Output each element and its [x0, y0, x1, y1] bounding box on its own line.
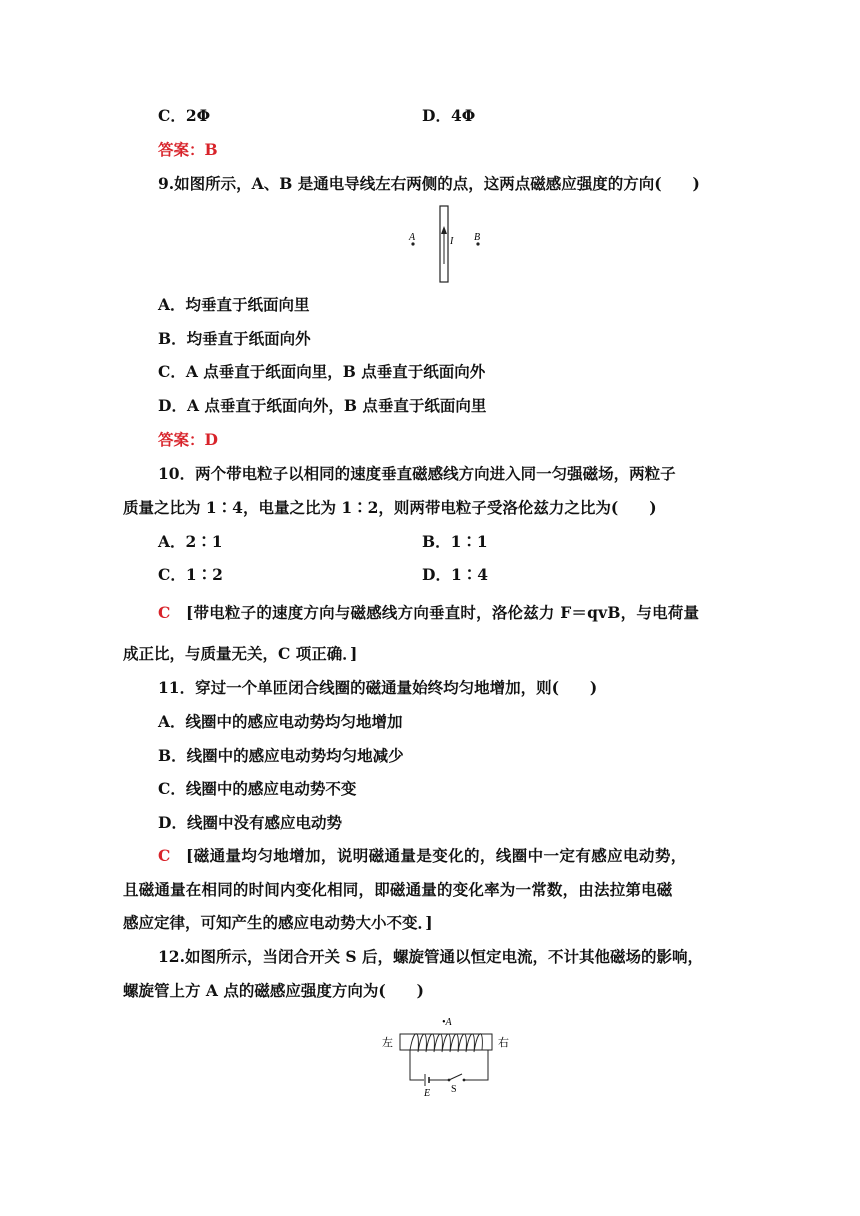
q11-option-c: C．线圈中的感应电动势不变: [158, 779, 357, 798]
q11-option-a: A．线圈中的感应电动势均匀地增加: [158, 712, 403, 731]
q10-option-c: C．1∶2: [158, 565, 223, 584]
q11-option-b: B．线圈中的感应电动势均匀地减少: [158, 746, 404, 765]
battery-label: E: [424, 1088, 431, 1098]
q9-stem: 9.如图所示，A、B 是通电导线左右两侧的点，这两点磁感应强度的方向( ): [158, 174, 700, 193]
q10-option-d: D．1∶4: [422, 565, 489, 584]
q11-stem: 11．穿过一个单匝闭合线圈的磁通量始终均匀地增加，则( ): [158, 678, 598, 697]
q10-option-a: A．2∶1: [158, 532, 223, 551]
solenoid-coils: [410, 1034, 482, 1052]
current-label: I: [450, 236, 454, 247]
q10-option-b: B．1∶1: [422, 532, 488, 551]
q9-option-a: A．均垂直于纸面向里: [158, 295, 310, 314]
q9-figure-wire: [400, 204, 500, 286]
right-label: 右: [498, 1037, 509, 1049]
q10-stem-line2: 质量之比为 1∶4，电量之比为 1∶2，则两带电粒子受洛伦兹力之比为( ): [123, 498, 657, 517]
q10-solution-line1: [带电粒子的速度方向与磁感线方向垂直时，洛伦兹力 F＝qvB，与电荷量: [186, 603, 700, 622]
q11-option-d: D．线圈中没有感应电动势: [158, 813, 342, 832]
q10-stem-line1: 10．两个带电粒子以相同的速度垂直磁感线方向进入同一匀强磁场，两粒子: [158, 464, 676, 483]
current-arrow-head: [441, 226, 447, 234]
q8-answer: 答案：B: [158, 140, 218, 159]
q9-option-b: B．均垂直于纸面向外: [158, 329, 311, 348]
q11-solution-line3: 感应定律，可知产生的感应电动势大小不变．]: [123, 913, 433, 932]
q10-solution-line2: 成正比，与质量无关，C 项正确．]: [123, 644, 358, 663]
q12-figure-solenoid: [376, 1012, 516, 1098]
switch-blade: [449, 1074, 462, 1080]
q9-answer: 答案：D: [158, 430, 218, 449]
q11-solution-letter: C: [158, 846, 171, 865]
point-b-label: B: [474, 232, 481, 243]
q12-stem-line1: 12.如图所示，当闭合开关 S 后，螺旋管通以恒定电流，不计其他磁场的影响，: [158, 947, 703, 966]
point-a-label: •A: [442, 1017, 452, 1028]
q8-option-c: C．2Φ: [158, 106, 211, 125]
q11-solution-line2: 且磁通量在相同的时间内变化相同，即磁通量的变化率为一常数，由法拉第电磁: [123, 880, 673, 899]
q9-option-c: C．A 点垂直于纸面向里，B 点垂直于纸面向外: [158, 362, 486, 381]
q12-stem-line2: 螺旋管上方 A 点的磁感应强度方向为( ): [123, 981, 424, 1000]
q11-solution-line1: [磁通量均匀地增加，说明磁通量是变化的，线圈中一定有感应电动势，: [186, 846, 687, 865]
circuit-wire: [410, 1050, 424, 1080]
q10-solution-letter: C: [158, 603, 171, 622]
q9-option-d: D．A 点垂直于纸面向外，B 点垂直于纸面向里: [158, 396, 487, 415]
q8-option-d: D．4Φ: [422, 106, 476, 125]
point-a-label: A: [409, 232, 416, 243]
left-label: 左: [382, 1037, 393, 1049]
switch-label: S: [451, 1084, 457, 1095]
circuit-wire-right: [464, 1050, 488, 1080]
